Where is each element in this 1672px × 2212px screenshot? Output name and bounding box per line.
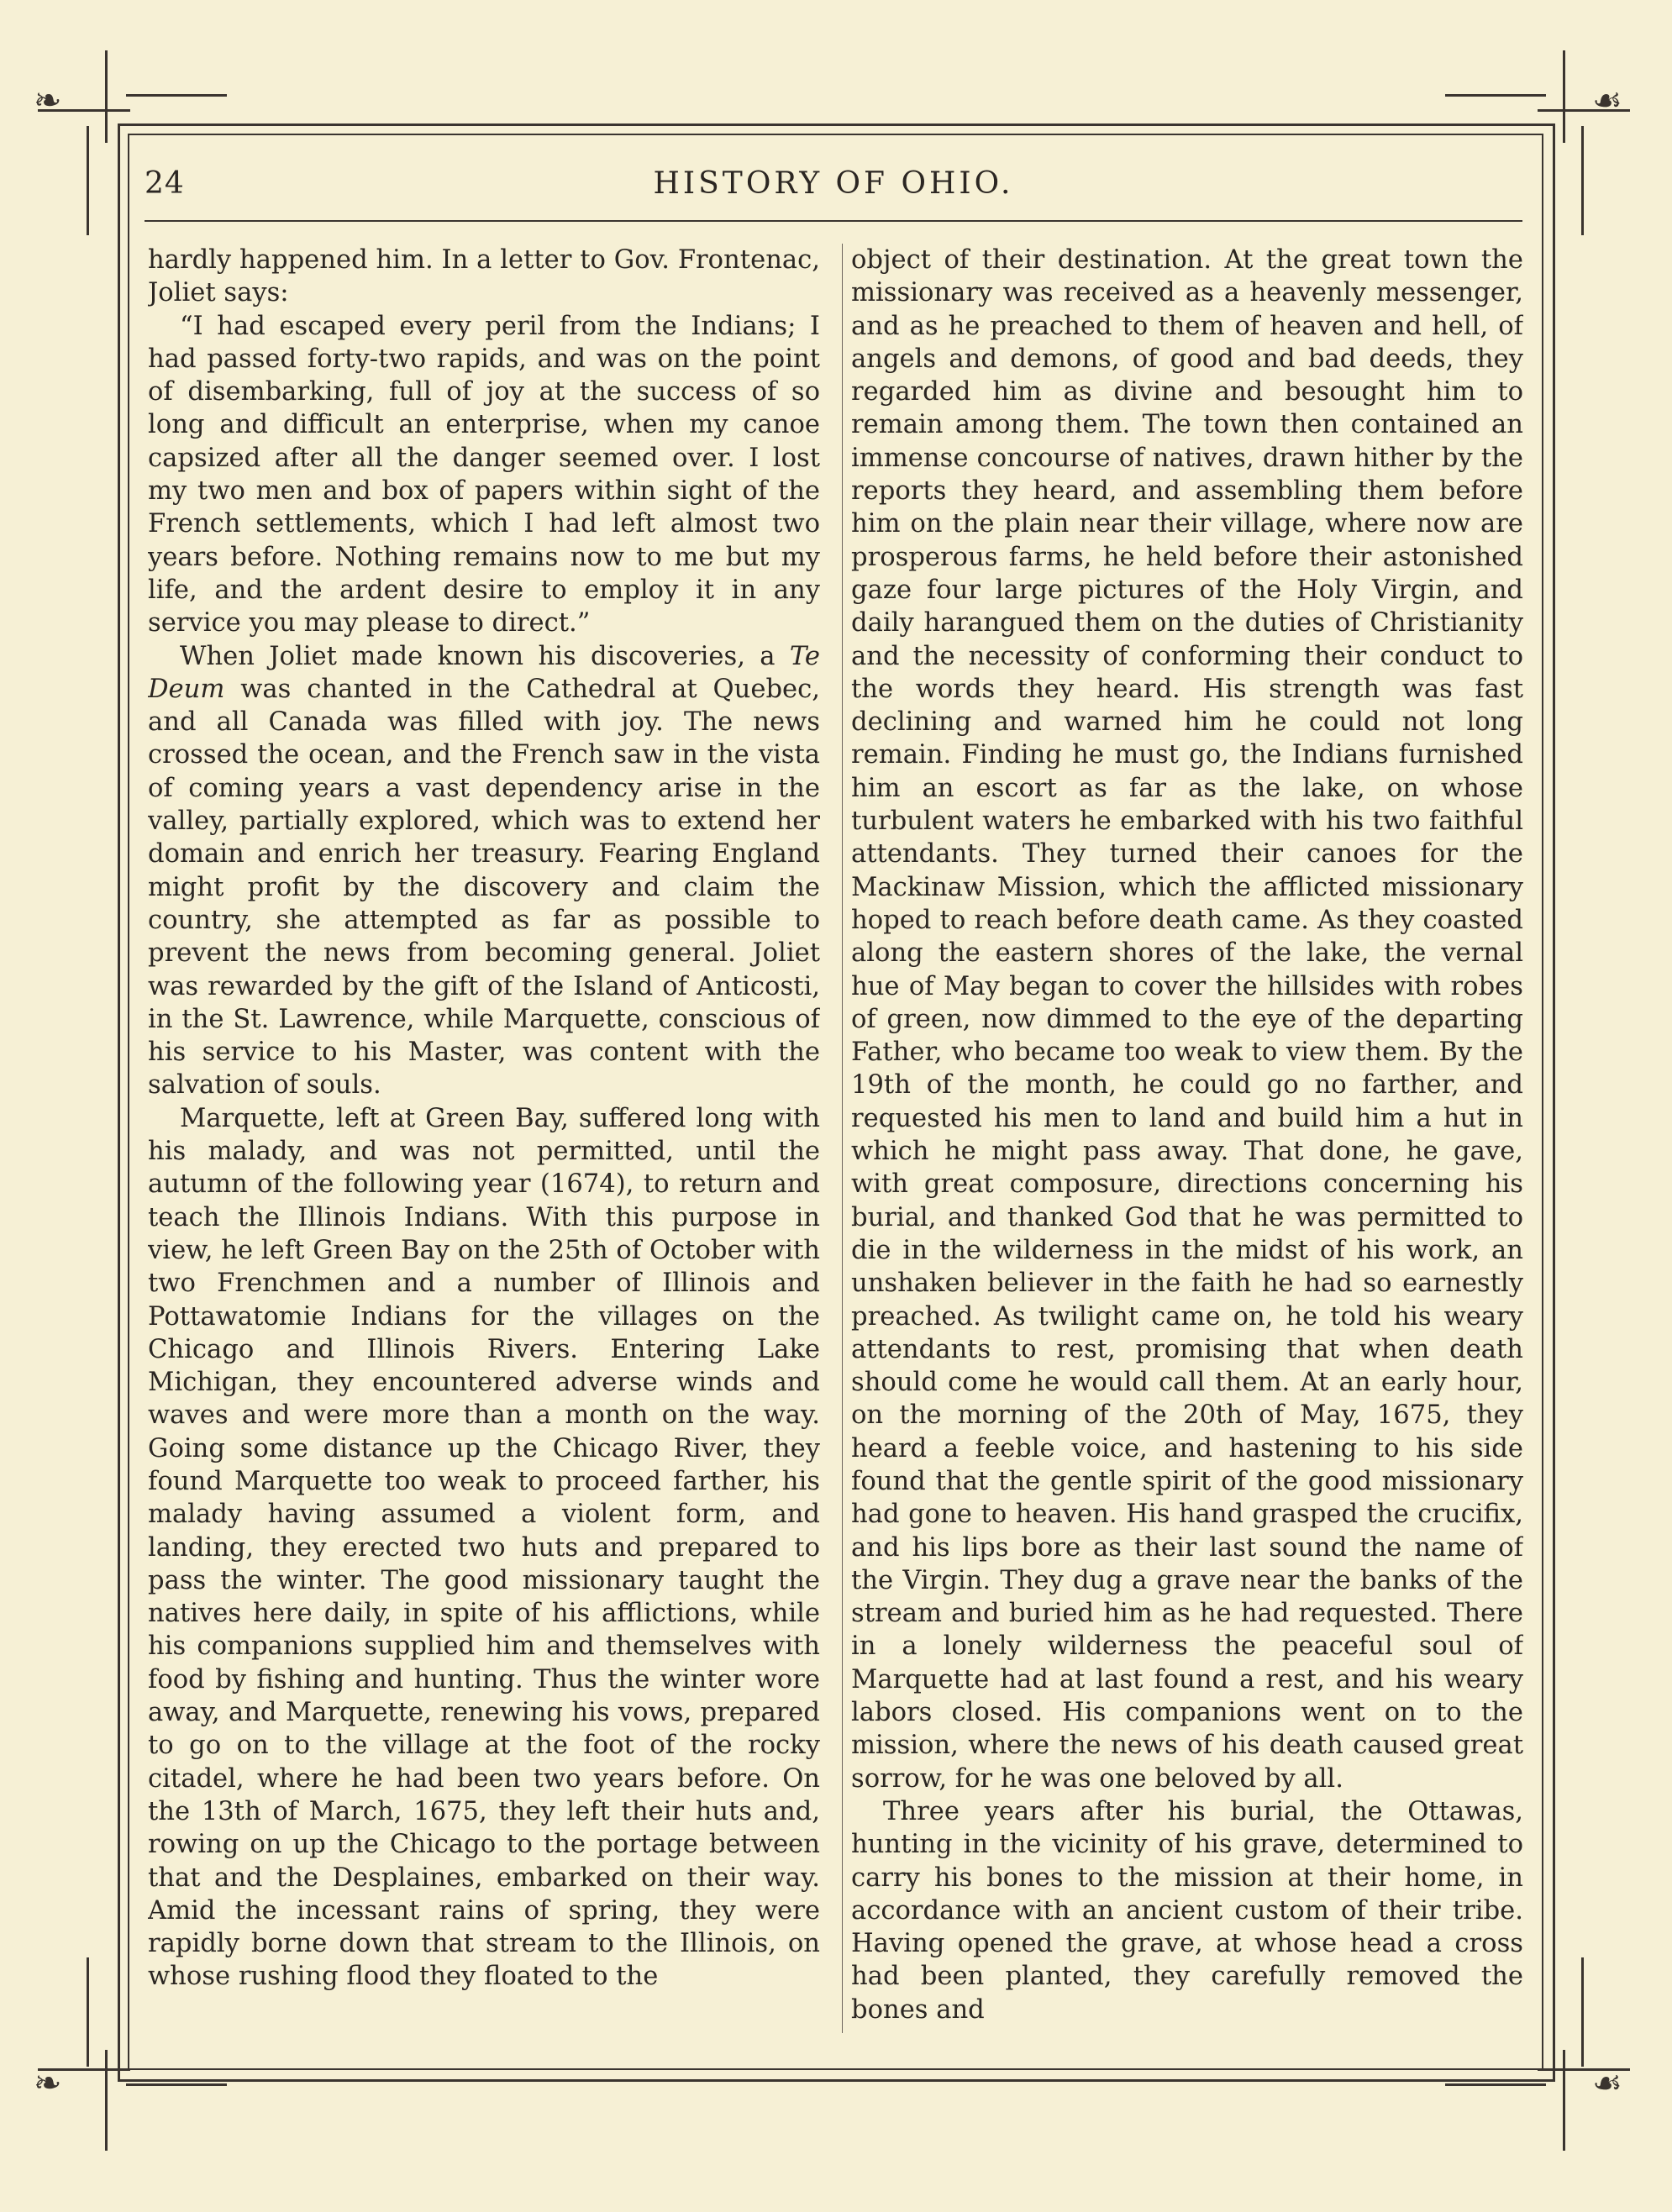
paragraph: Marquette, left at Green Bay, suffered long with his malady, and was not permitted, until the autumn of the following year (1674), to return and teach the Illinois Indians. With this purpose in view, he left Green Bay on the 25th of October with two Frenchmen and a number of Illinois and Pottawatomie Indians for the villages on the Chicago and Illinois Rivers. Entering Lake Michigan, they encountered adverse winds and waves and were more than a month on the way. Going some distance up the Chicago River, they found Marquette too weak to proceed farther, his malady having assumed a violent form, and landing, they erected two huts and prepared to pass the winter. The good missionary taught the natives here daily, in spite of his afflictions, while his companions supplied him and themselves with food by fishing and hunting. Thus the winter wore away, and Marquette, renewing his vows, prepared to go on to the village at the foot of the rocky citadel, where he had been two years before. On the 13th of March, 1675, they left their huts and, rowing on up the Chicago to the portage between that and the Desplaines, embarked on their way. Amid the incessant rains of spring, they were rapidly borne down that stream to the Illinois, on whose rushing flood they floated to the — [148, 1103, 820, 1992]
left-column — [148, 244, 820, 2050]
right-ornament-rule-top — [1581, 126, 1584, 235]
top-ornament-rule-left — [126, 94, 227, 97]
page-header — [145, 166, 1522, 217]
corner-arrow-top-left-v — [105, 50, 108, 143]
corner-arrow-bottom-left-v — [105, 2050, 108, 2151]
bottom-ornament-rule-left — [126, 2083, 227, 2086]
paragraph: object of their destination. At the great town the missionary was received as a heavenly messenger, and as he preached to them of heaven and hell, of angels and demons, of good and bad deeds, they regarded him as divine and besought him to remain among them. The town then contained an immense concourse of natives, drawn hither by the reports they heard, and assembling them before him on the plain near their village, where now are prosperous farms, he held before their astonished gaze four large pictures of the Holy Virgin, and daily harangued them on the duties of Christianity and the necessity of conforming their conduct to the words they heard. His strength was fast declining and warned him he could not long remain. Finding he must go, the Indians furnished him an escort as far as the lake, on whose turbulent waters he embarked with his two faithful attendants. They turned their canoes for the Mackinaw Mission, which the afflicted missionary hoped to reach before death came. As they coasted along the eastern shores of the lake, the vernal hue of May began to cover the hillsides with robes of green, now dimmed to the eye of the departing Father, who became too weak to view them. By the 19th of the month, he could go no farther, and requested his men to land and build him a hut in which he might pass away. That done, he gave, with great composure, directions concerning his burial, and thanked God that he was permitted to die in the wilderness in the midst of his work, an unshaken believer in the faith he had so earnestly preached. As twilight came on, he told his weary attendants to rest, promising that when death should come he would call them. At an early hour, on the morning of the 20th of May, 1675, they heard a feeble voice, and hastening to his side found that the gentle spirit of the good missionary had gone to heaven. His hand grasped the crucifix, and his lips bore as their last sound the name of the Virgin. They dug a grave near the banks of the stream and buried him as he had requested. There in a lonely wilderness the peaceful soul of Marquette had at last found a rest, and his weary labors closed. His companions went on to the mission, where the news of his death caused great sorrow, for he was one beloved by all. — [851, 245, 1523, 1794]
corner-scroll-icon: ☙ — [1592, 2064, 1622, 2103]
corner-scroll-icon: ❧ — [34, 81, 62, 120]
bottom-ornament-rule-right — [1445, 2083, 1546, 2086]
paragraph-quote: “I had escaped every peril from the Indians; I had passed forty-two rapids, and was on the point of disembarking, full of joy at the success of so long and difficult an enterprise, when my canoe capsized after all the danger seemed over. I lost my two men and box of papers within sight of the French settlements, which I had left almost two years before. Nothing remains now to me but my life, and the ardent desire to employ it in any service you may please to direct.” — [148, 311, 820, 638]
paragraph: When Joliet made known his discoveries, a Te Deum was chanted in the Cathedral at Quebec, and all Canada was filled with joy. The news crossed the ocean, and the French saw in the vista of coming years a vast dependency arise in the valley, partially explored, which was to extend her domain and enrich her treasury. Fearing England might profit by the discovery and claim the country, she attempted as far as possible to prevent the news from becoming general. Joliet was rewarded by the gift of the Island of Anticosti, in the St. Lawrence, while Marquette, conscious of his service to his Master, was content with the salvation of souls. — [148, 641, 820, 1101]
header-rule — [145, 220, 1522, 222]
column-divider — [842, 244, 843, 2033]
corner-arrow-top-right-v — [1563, 50, 1565, 143]
corner-arrow-bottom-right-v — [1563, 2050, 1565, 2151]
corner-scroll-icon: ❧ — [34, 2064, 62, 2103]
left-ornament-rule-bottom — [87, 1957, 89, 2067]
top-ornament-rule-right — [1445, 94, 1546, 97]
right-ornament-rule-bottom — [1581, 1957, 1584, 2067]
paragraph: Three years after his burial, the Ottawas, hunting in the vicinity of his grave, determined to carry his bones to the mission at their home, in accordance with an ancient custom of their tribe. Having opened the grave, at whose head a cross had been planted, they carefully removed the bones and — [851, 1796, 1523, 2025]
running-title: HISTORY OF OHIO. — [653, 166, 1014, 201]
paragraph: hardly happened him. In a letter to Gov. Frontenac, Joliet says: — [148, 245, 820, 308]
left-ornament-rule-top — [87, 126, 89, 235]
page-number: 24 — [145, 166, 185, 201]
right-column — [851, 244, 1523, 2050]
corner-scroll-icon: ☙ — [1592, 81, 1622, 120]
